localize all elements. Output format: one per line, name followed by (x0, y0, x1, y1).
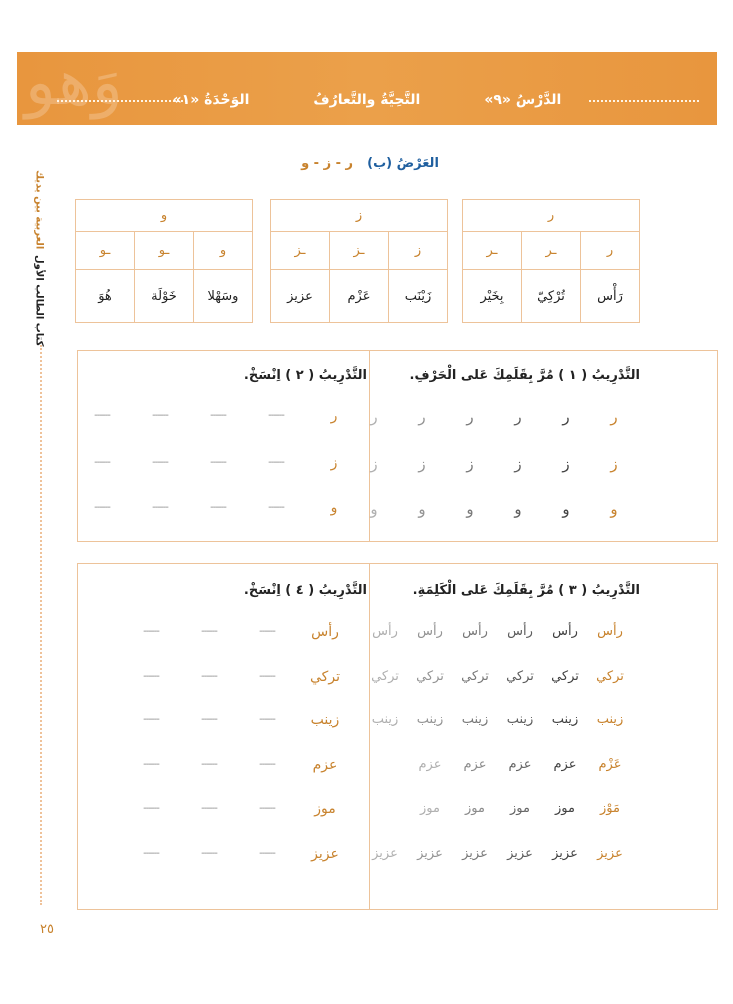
copy-blank[interactable]: ------ (210, 410, 226, 421)
trace-item[interactable]: زينب (371, 712, 399, 727)
letter-form: ز (389, 232, 448, 270)
copy-blank[interactable]: ------ (152, 457, 168, 468)
table-letter: ز (271, 200, 448, 232)
lesson-label: الدَّرْسُ «٩» (484, 92, 562, 108)
trace-item[interactable]: رأس (372, 624, 398, 639)
trace-item[interactable]: عزيز (462, 846, 488, 861)
copy-blank[interactable]: ------ (210, 457, 226, 468)
trace-item[interactable]: زينب (506, 712, 534, 727)
copy-blank[interactable]: ------ (201, 626, 217, 637)
side-book-title (22, 170, 56, 347)
exercise-4-title: التَّدْرِيبُ ( ٤ ) اِنْسَخْ. (243, 583, 367, 598)
copy-blank[interactable]: ------ (201, 803, 217, 814)
copy-blank[interactable]: ------ (259, 626, 275, 637)
model-item: تركي (596, 669, 624, 684)
trace-item[interactable]: و (514, 500, 522, 518)
exercise-1-title: التَّدْرِيبُ ( ١ ) مُرَّ بِقَلَمِكَ عَلى الْحَرْفِ. (409, 368, 640, 383)
trace-item[interactable]: عزيز (417, 846, 443, 861)
presentation-letters: ر - ز - و (301, 156, 354, 171)
trace-item[interactable]: تركي (506, 669, 534, 684)
model-item: عزم (312, 757, 338, 773)
trace-item[interactable]: موز (465, 801, 485, 816)
trace-item[interactable]: عزيز (552, 846, 578, 861)
page-number: ٢٥ (40, 922, 54, 937)
trace-item[interactable]: موز (510, 801, 530, 816)
model-item: ر (330, 408, 338, 424)
copy-blank[interactable]: ------ (259, 714, 275, 725)
trace-item[interactable]: ر (370, 408, 378, 426)
example-word: بِخَيْر (463, 270, 522, 323)
copy-blank[interactable]: ------ (210, 502, 226, 513)
letter-form: ـز (271, 232, 330, 270)
copy-blank[interactable]: ------ (143, 671, 159, 682)
side-divider (40, 345, 42, 905)
trace-item[interactable]: ر (514, 408, 522, 426)
model-item: و (330, 500, 338, 516)
exercise-2-title: التَّدْرِيبُ ( ٢ ) اِنْسَخْ. (243, 368, 367, 383)
trace-item[interactable]: ز (370, 455, 378, 473)
book-title: كتاب الطالب الأول (33, 255, 45, 347)
example-word: خَوْلَة (135, 270, 194, 323)
copy-blank[interactable]: ------ (201, 714, 217, 725)
table-letter: ر (463, 200, 640, 232)
model-item: ز (610, 455, 618, 473)
unit-label: الوَحْدَةُ «١» (172, 92, 250, 108)
presentation-label: العَرْضُ (ب) (367, 156, 439, 171)
trace-item[interactable]: ز (514, 455, 522, 473)
letter-form: ـر (463, 232, 522, 270)
trace-item[interactable]: عزيز (372, 846, 398, 861)
example-word: رَأْس (581, 270, 640, 323)
trace-item[interactable]: عزم (553, 757, 577, 772)
copy-blank[interactable]: ------ (94, 410, 110, 421)
copy-blank[interactable]: ------ (259, 803, 275, 814)
example-word: هُوَ (76, 270, 135, 323)
copy-blank[interactable]: ------ (143, 848, 159, 859)
trace-item[interactable]: عزم (508, 757, 532, 772)
trace-item[interactable]: رأس (462, 624, 488, 639)
model-item: ز (330, 455, 338, 471)
model-item: عَزْم (598, 757, 622, 772)
trace-item[interactable]: ر (466, 408, 474, 426)
trace-item[interactable]: تركي (371, 669, 399, 684)
trace-item[interactable]: ز (562, 455, 570, 473)
trace-item[interactable]: رأس (417, 624, 443, 639)
trace-item[interactable]: موز (555, 801, 575, 816)
model-item: رأس (597, 624, 623, 639)
copy-blank[interactable]: ------ (143, 626, 159, 637)
trace-item[interactable]: تركي (461, 669, 489, 684)
copy-blank[interactable]: ------ (268, 502, 284, 513)
model-item: رأس (311, 624, 339, 640)
example-word: وسَهْلا (194, 270, 253, 323)
letter-form: ـو (135, 232, 194, 270)
trace-item[interactable]: تركي (551, 669, 579, 684)
trace-item[interactable]: زينب (461, 712, 489, 727)
copy-blank[interactable]: ------ (152, 410, 168, 421)
series-title: العربية بين يديك (33, 170, 45, 250)
trace-item[interactable]: عزم (418, 757, 442, 772)
letter-form: ـو (76, 232, 135, 270)
model-item: مَوْز (600, 801, 620, 816)
trace-item[interactable]: و (562, 500, 570, 518)
copy-blank[interactable]: ------ (201, 671, 217, 682)
header-banner (17, 52, 717, 125)
copy-blank[interactable]: ------ (143, 759, 159, 770)
trace-item[interactable]: تركي (416, 669, 444, 684)
model-item: ر (610, 408, 618, 426)
copy-blank[interactable]: ------ (259, 848, 275, 859)
topic-label: التَّحِيَّةُ والتَّعارُفُ (313, 92, 421, 108)
model-item: موز (314, 801, 336, 817)
table-letter: و (76, 200, 253, 232)
letter-form: ـز (330, 232, 389, 270)
model-item: زينب (310, 712, 340, 728)
letter-table-waw (75, 199, 253, 323)
model-item: و (610, 500, 618, 518)
calligraphy-decoration-icon: وَهو (25, 52, 123, 120)
copy-blank[interactable]: ------ (94, 502, 110, 513)
example-word: عَزْم (330, 270, 389, 323)
trace-item[interactable]: عزم (463, 757, 487, 772)
copy-blank[interactable]: ------ (268, 410, 284, 421)
trace-item[interactable]: زينب (551, 712, 579, 727)
model-item: عزيز (311, 846, 339, 862)
example-word: زَيْنَب (389, 270, 448, 323)
exercise-3-title: التَّدْرِيبُ ( ٣ ) مُرَّ بِقَلَمِكَ عَلى الْكَلِمَةِ. (412, 583, 640, 598)
copy-blank[interactable]: ------ (152, 502, 168, 513)
trace-item[interactable]: زينب (416, 712, 444, 727)
presentation-heading (270, 156, 470, 171)
letter-table-zay (270, 199, 448, 323)
trace-item[interactable]: ز (418, 455, 426, 473)
trace-item[interactable]: رأس (552, 624, 578, 639)
trace-item[interactable]: عزيز (507, 846, 533, 861)
model-item: تركي (310, 669, 340, 685)
letter-form: ـر (522, 232, 581, 270)
letter-form: و (194, 232, 253, 270)
copy-blank[interactable]: ------ (268, 457, 284, 468)
trace-item[interactable]: رأس (507, 624, 533, 639)
copy-blank[interactable]: ------ (259, 671, 275, 682)
letter-form: ر (581, 232, 640, 270)
trace-item[interactable]: موز (420, 801, 440, 816)
trace-item[interactable]: ز (466, 455, 474, 473)
copy-blank[interactable]: ------ (201, 759, 217, 770)
letter-table-ra (462, 199, 640, 323)
trace-item[interactable]: و (466, 500, 474, 518)
trace-item[interactable]: ر (418, 408, 426, 426)
copy-blank[interactable]: ------ (94, 457, 110, 468)
copy-blank[interactable]: ------ (201, 848, 217, 859)
trace-item[interactable]: و (370, 500, 378, 518)
model-item: زينب (596, 712, 624, 727)
trace-item[interactable]: ر (562, 408, 570, 426)
copy-blank[interactable]: ------ (259, 759, 275, 770)
model-item: عزيز (597, 846, 623, 861)
copy-blank[interactable]: ------ (143, 803, 159, 814)
example-word: عزيز (271, 270, 330, 323)
trace-item[interactable]: و (418, 500, 426, 518)
unit-title (17, 88, 717, 112)
example-word: تُرْكِيّ (522, 270, 581, 323)
copy-blank[interactable]: ------ (143, 714, 159, 725)
